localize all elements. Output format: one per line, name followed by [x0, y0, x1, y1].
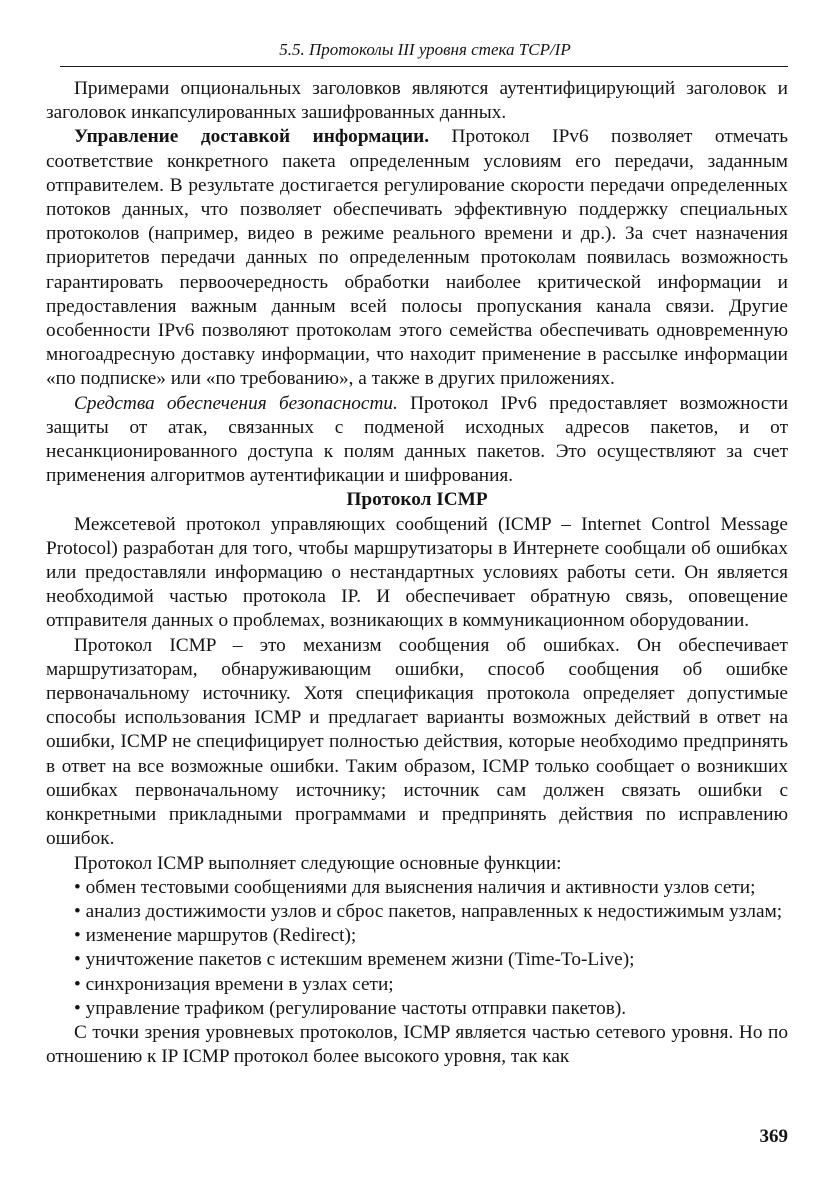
paragraph-icmp-functions: Протокол ICMP выполняет следующие основные функции: [74, 852, 562, 874]
list-item: • синхронизация времени в узлах сети; [74, 973, 394, 995]
list-item: • управление трафиком (регулирование частоты отправки пакетов). [74, 997, 627, 1019]
delivery-control-lead: Управление доставкой информации. [74, 126, 430, 148]
security-text: Протокол IPv6 предоставляет возможности защиты от атак, связанных с подменой исходных адресов пакетов, и от несанкционированного доступа к полям данных пакетов. Это осуществляют за счет применения алгоритмов аутентификации и шифрования. [46, 392, 789, 487]
page-body [46, 77, 788, 1069]
delivery-control-text: Протокол IPv6 позволяет отмечать соответствие конкретного пакета определенным условиям его передачи, заданным отправителем. В результате достигается регулирование скорости передачи определенных потоков данных, что позволяет обеспечивать эффективную поддержку специальных протоколов (например, видео в режиме реального времени и др.). За счет назначения приоритетов передачи данных по определенным протоколам появилась возможность гарантировать первоочередность обработки наиболее критической информации и предоставления важным данным всей полосы пропускания канала связи. Другие особенности IPv6 позволяют протоколам этого семейства обеспечивать одновременную многоадресную доставку информации, что находит применение в рассылке информации «по подписке» или «по требованию», а также в других приложениях. [46, 126, 789, 390]
header-rule [60, 66, 788, 67]
page-number: 369 [759, 1126, 788, 1147]
list-item: • обмен тестовыми сообщениями для выяснения наличия и активности узлов сети; [74, 876, 756, 898]
list-item: • уничтожение пакетов с истекшим временем жизни (Time-To-Live); [74, 949, 635, 971]
paragraph-security [46, 392, 788, 489]
section-heading-icmp: Протокол ICMP [346, 489, 488, 511]
paragraph-optional-headers: Примерами опциональных заголовков являются аутентифицирующий заголовок и заголовок инкапсулированных зашифрованных данных. [46, 78, 788, 124]
paragraph-delivery-control [46, 125, 788, 391]
paragraph-icmp-intro: Межсетевой протокол управляющих сообщений (ICMP – Internet Control Message Protocol) разработан для того, чтобы маршрутизаторы в Интернете сообщали об ошибках или предоставляли информацию о нестандартных условиях работы сети. Он является необходимой частью протокола IP. И обеспечивает обратную связь, оповещение отправителя данных о проблемах, возникающих в коммуникационном оборудовании. [46, 513, 788, 632]
list-item: • анализ достижимости узлов и сброс пакетов, направленных к недостижимым узлам; [74, 900, 783, 922]
running-header: 5.5. Протоколы III уровня стека TCP/IP [279, 40, 571, 59]
paragraph-icmp-errors: Протокол ICMP – это механизм сообщения об ошибках. Он обеспечивает маршрутизаторам, обнаруживающим ошибки, способ сообщения об ошибке первоначальному источнику. Хотя спецификация протокола определяет допустимые способы использования ICMP и предлагает варианты возможных действий в ответ на ошибки, ICMP не специфицирует полностью действия, которые необходимо предпринять в ответ на все возможные ошибки. Таким образом, ICMP только сообщает о возникших ошибках первоначальному источнику; источник сам должен связать ошибки с конкретными прикладными программами и предпринять действия по исправлению ошибок. [46, 634, 788, 850]
security-lead: Средства обеспечения безопасности. [74, 392, 398, 414]
paragraph-network-layer: С точки зрения уровневых протоколов, ICMP является частью сетевого уровня. Но по отношению к IP ICMP протокол более высокого уровня, так как [46, 1021, 788, 1068]
list-item: • изменение маршрутов (Redirect); [74, 925, 357, 947]
